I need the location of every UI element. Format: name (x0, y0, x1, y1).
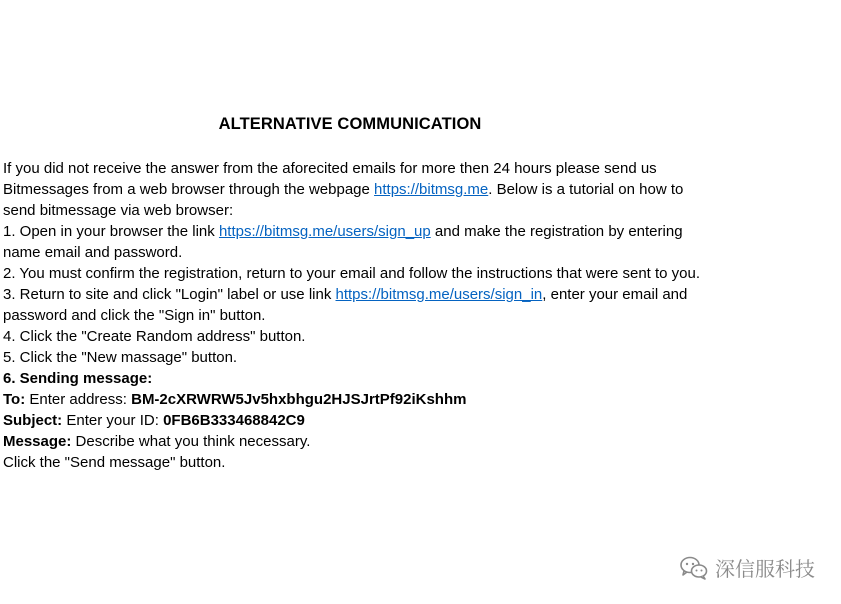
subject-label: Subject: (3, 412, 63, 429)
sign-up-link[interactable]: https://bitmsg.me/users/sign_up (218, 223, 431, 240)
step-3-text-end: , enter your email and password and click the "Sign in" button. (3, 286, 688, 324)
message-text: Describe what you think necessary. (71, 433, 311, 450)
wechat-icon (679, 555, 709, 581)
step-3-text: 3. Return to site and click "Login" label or use link (3, 286, 336, 303)
step-6-heading: 6. Sending message: (3, 370, 153, 387)
intro-text: If you did not receive the answer from the aforecited emails for more then 24 hours please send us Bitmessages from a web browser through the webpage (3, 160, 657, 198)
subject-line (3, 410, 703, 431)
step-3 (3, 284, 703, 326)
step-5: 5. Click the "New massage" button. (3, 349, 238, 366)
intro-text-end: . Below is a tutorial on how to send bitmessage via web browser: (3, 181, 684, 219)
document-title: ALTERNATIVE COMMUNICATION (218, 115, 482, 133)
sign-in-link[interactable]: https://bitmsg.me/users/sign_in (335, 286, 543, 303)
to-label: To: (3, 391, 26, 408)
step-4: 4. Click the "Create Random address" button. (3, 328, 306, 345)
subject-text: Enter your ID: (62, 412, 164, 429)
document-body (3, 158, 703, 473)
watermark (679, 553, 815, 582)
step-1-text-end: and make the registration by entering name email and password. (3, 223, 683, 261)
bitmessage-address: BM-2cXRWRW5Jv5hxbhgu2HJSJrtPf92iKshhm (131, 391, 467, 408)
victim-id: 0FB6B333468842C9 (163, 412, 305, 429)
to-text: Enter address: (25, 391, 132, 408)
message-line (3, 431, 703, 452)
step-1-text: 1. Open in your browser the link (3, 223, 219, 240)
message-label: Message: (3, 433, 72, 450)
step-2: 2. You must confirm the registration, return to your email and follow the instructions that were sent to you. (3, 265, 701, 282)
intro-paragraph (3, 158, 703, 221)
final-instruction: Click the "Send message" button. (3, 454, 226, 471)
bitmsg-link[interactable]: https://bitmsg.me (374, 181, 489, 198)
step-1 (3, 221, 703, 263)
watermark-text: 深信服科技 (715, 557, 815, 581)
to-line (3, 389, 703, 410)
